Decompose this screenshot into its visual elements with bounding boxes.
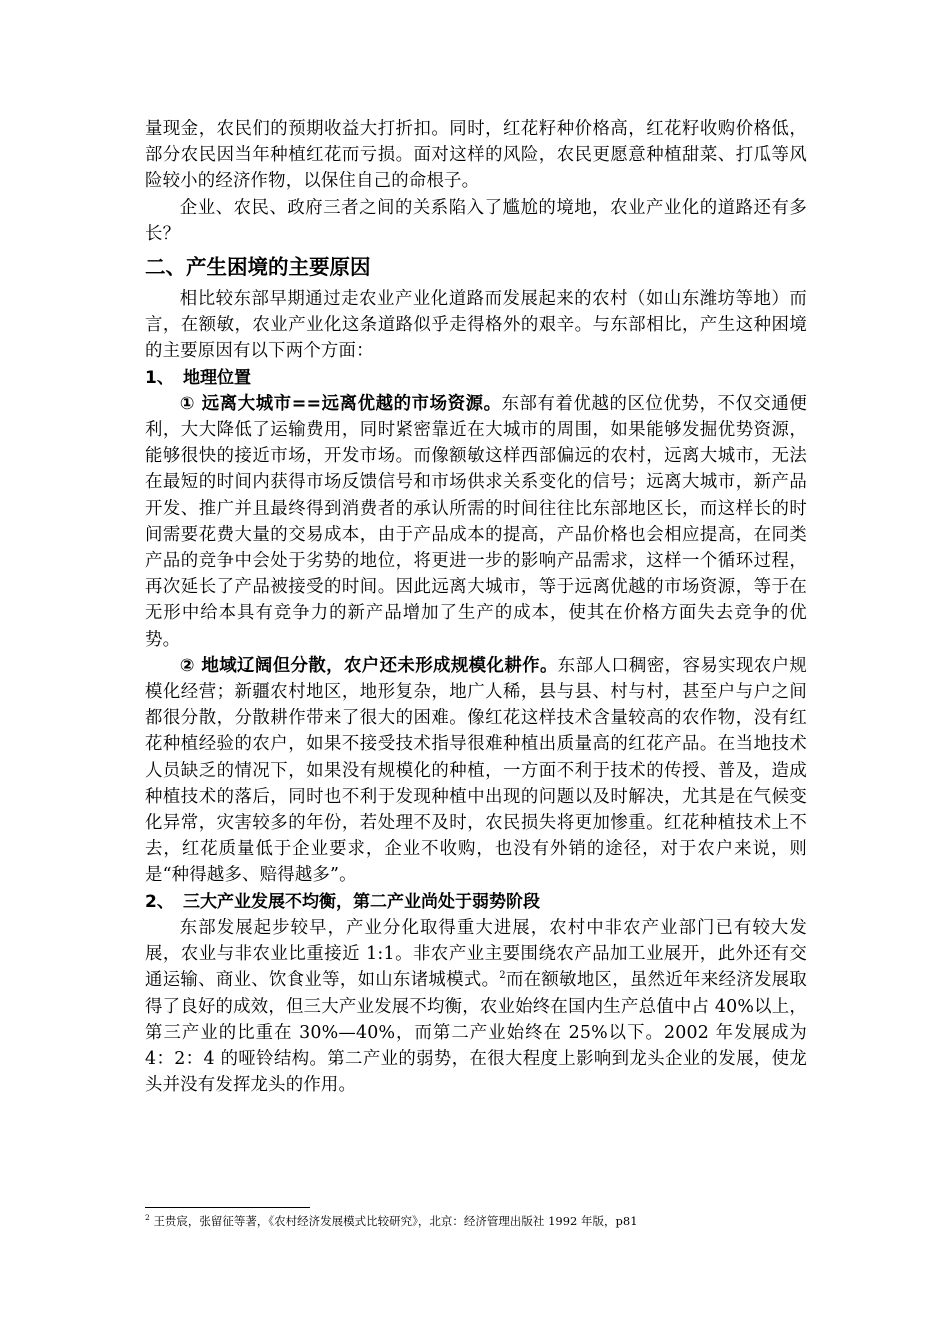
point-b-text: 东部人口稠密，容易实现农户规模化经营；新疆农村地区，地形复杂，地广人稀，县与县、村与村，甚至户与户之间都很分散，分散耕作带来了很大的困难。像红花这样技术含量较高的农作物，没有红花种植经验的农户，如果不接受技术指导很难种植出质量高的红花产品。在当地技术人员缺乏的情况下，如果没有规模化的种植，一方面不利于技术的传授、普及，造成种植技术的落后，同时也不利于发现种植中出现的问题以及时解决，尤其是在气候变化异常，灾害较多的年份，若处理不及时，农民损失将更加惨重。红花种植技术上不去，红花质量低于企业要求，企业不收购，也没有外销的途径，对于农户来说，则是“种得越多、赔得越多”。 [145,655,807,886]
industry-text-part2: 而在额敏地区，虽然近年来经济发展取得了良好的成效，但三大产业发展不均衡，农业始终在国内生产总值中占 40%以上，第三产业的比重在 30%—40%，而第二产业始终在 25%以下。2002 年发展成为 4：2：4 的哑铃结构。第二产业的弱势，在很大程度上影响到龙头企业的发展，使龙头并没有发挥龙头的作用。 [145,970,807,1096]
paragraph-section-intro: 相比较东部早期通过走农业产业化道路而发展起来的农村（如山东潍坊等地）而言，在额敏，农业产业化这条道路似乎走得格外的艰辛。与东部相比，产生这种困境的主要原因有以下两个方面： [145,289,807,362]
footnote-text: 王贵宸，张留征等著，《农村经济发展模式比较研究》，北京：经济管理出版社 1992 年版，p81 [153,1214,638,1228]
paragraph-point-b [145,653,807,889]
section-heading: 二、产生困境的主要原因 [145,255,371,280]
subheading-number: 2、 [145,891,174,912]
document-body [145,116,807,1098]
paragraph-intro-question: 企业、农民、政府三者之间的关系陷入了尴尬的境地，农业产业化的道路还有多长？ [145,197,807,244]
industry-text-part1: 东部发展起步较早，产业分化取得重大进展，农村中非农产业部门已有较大发展，农业与非农业比重接近 1:1。非农产业主要围绕农产品加工业展开，此外还有交通运输、商业、饮食业等，如山东诸城模式。 [145,917,807,991]
subheading-industry [145,889,807,915]
point-b-lead: ② 地域辽阔但分散，农户还未形成规模化耕作。 [179,655,558,676]
paragraph-intro-continued: 量现金，农民们的预期收益大打折扣。同时，红花籽种价格高，红花籽收购价格低，部分农民因当年种植红花而亏损。面对这样的风险，农民更愿意种植甜菜、打瓜等风险较小的经济作物，以保住自己的命根子。 [145,119,807,192]
subheading-number: 1、 [145,367,174,388]
paragraph-industry [145,915,807,1098]
subheading-title: 地理位置 [183,367,251,388]
footnote-reference[interactable]: 2 [499,970,506,982]
footnote-marker: 2 [145,1213,150,1223]
footnote [145,1213,825,1229]
paragraph-point-a [145,391,807,653]
point-a-lead: ① 远离大城市==远离优越的市场资源。 [179,393,502,414]
footnote-divider [145,1207,310,1208]
subheading-title: 三大产业发展不均衡，第二产业尚处于弱势阶段 [183,891,540,912]
point-a-text: 东部有着优越的区位优势，不仅交通便利，大大降低了运输费用，同时紧密靠近在大城市的周围，如果能够发掘优势资源，能够很快的接近市场，开发市场。而像额敏这样西部偏远的农村，远离大城市，无法在最短的时间内获得市场反馈信号和市场供求关系变化的信号；远离大城市，新产品开发、推广并且最终得到消费者的承认所需的时间往往比东部地区长，而这样长的时间需要花费大量的交易成本，由于产品成本的提高，产品价格也会相应提高，在同类产品的竞争中会处于劣势的地位，将更进一步的影响产品需求，这样一个循环过程，再次延长了产品被接受的时间。因此远离大城市，等于远离优越的市场资源，等于在无形中给本具有竞争力的新产品增加了生产的成本，使其在价格方面失去竞争的优势。 [145,393,807,650]
subheading-geography [145,365,807,391]
